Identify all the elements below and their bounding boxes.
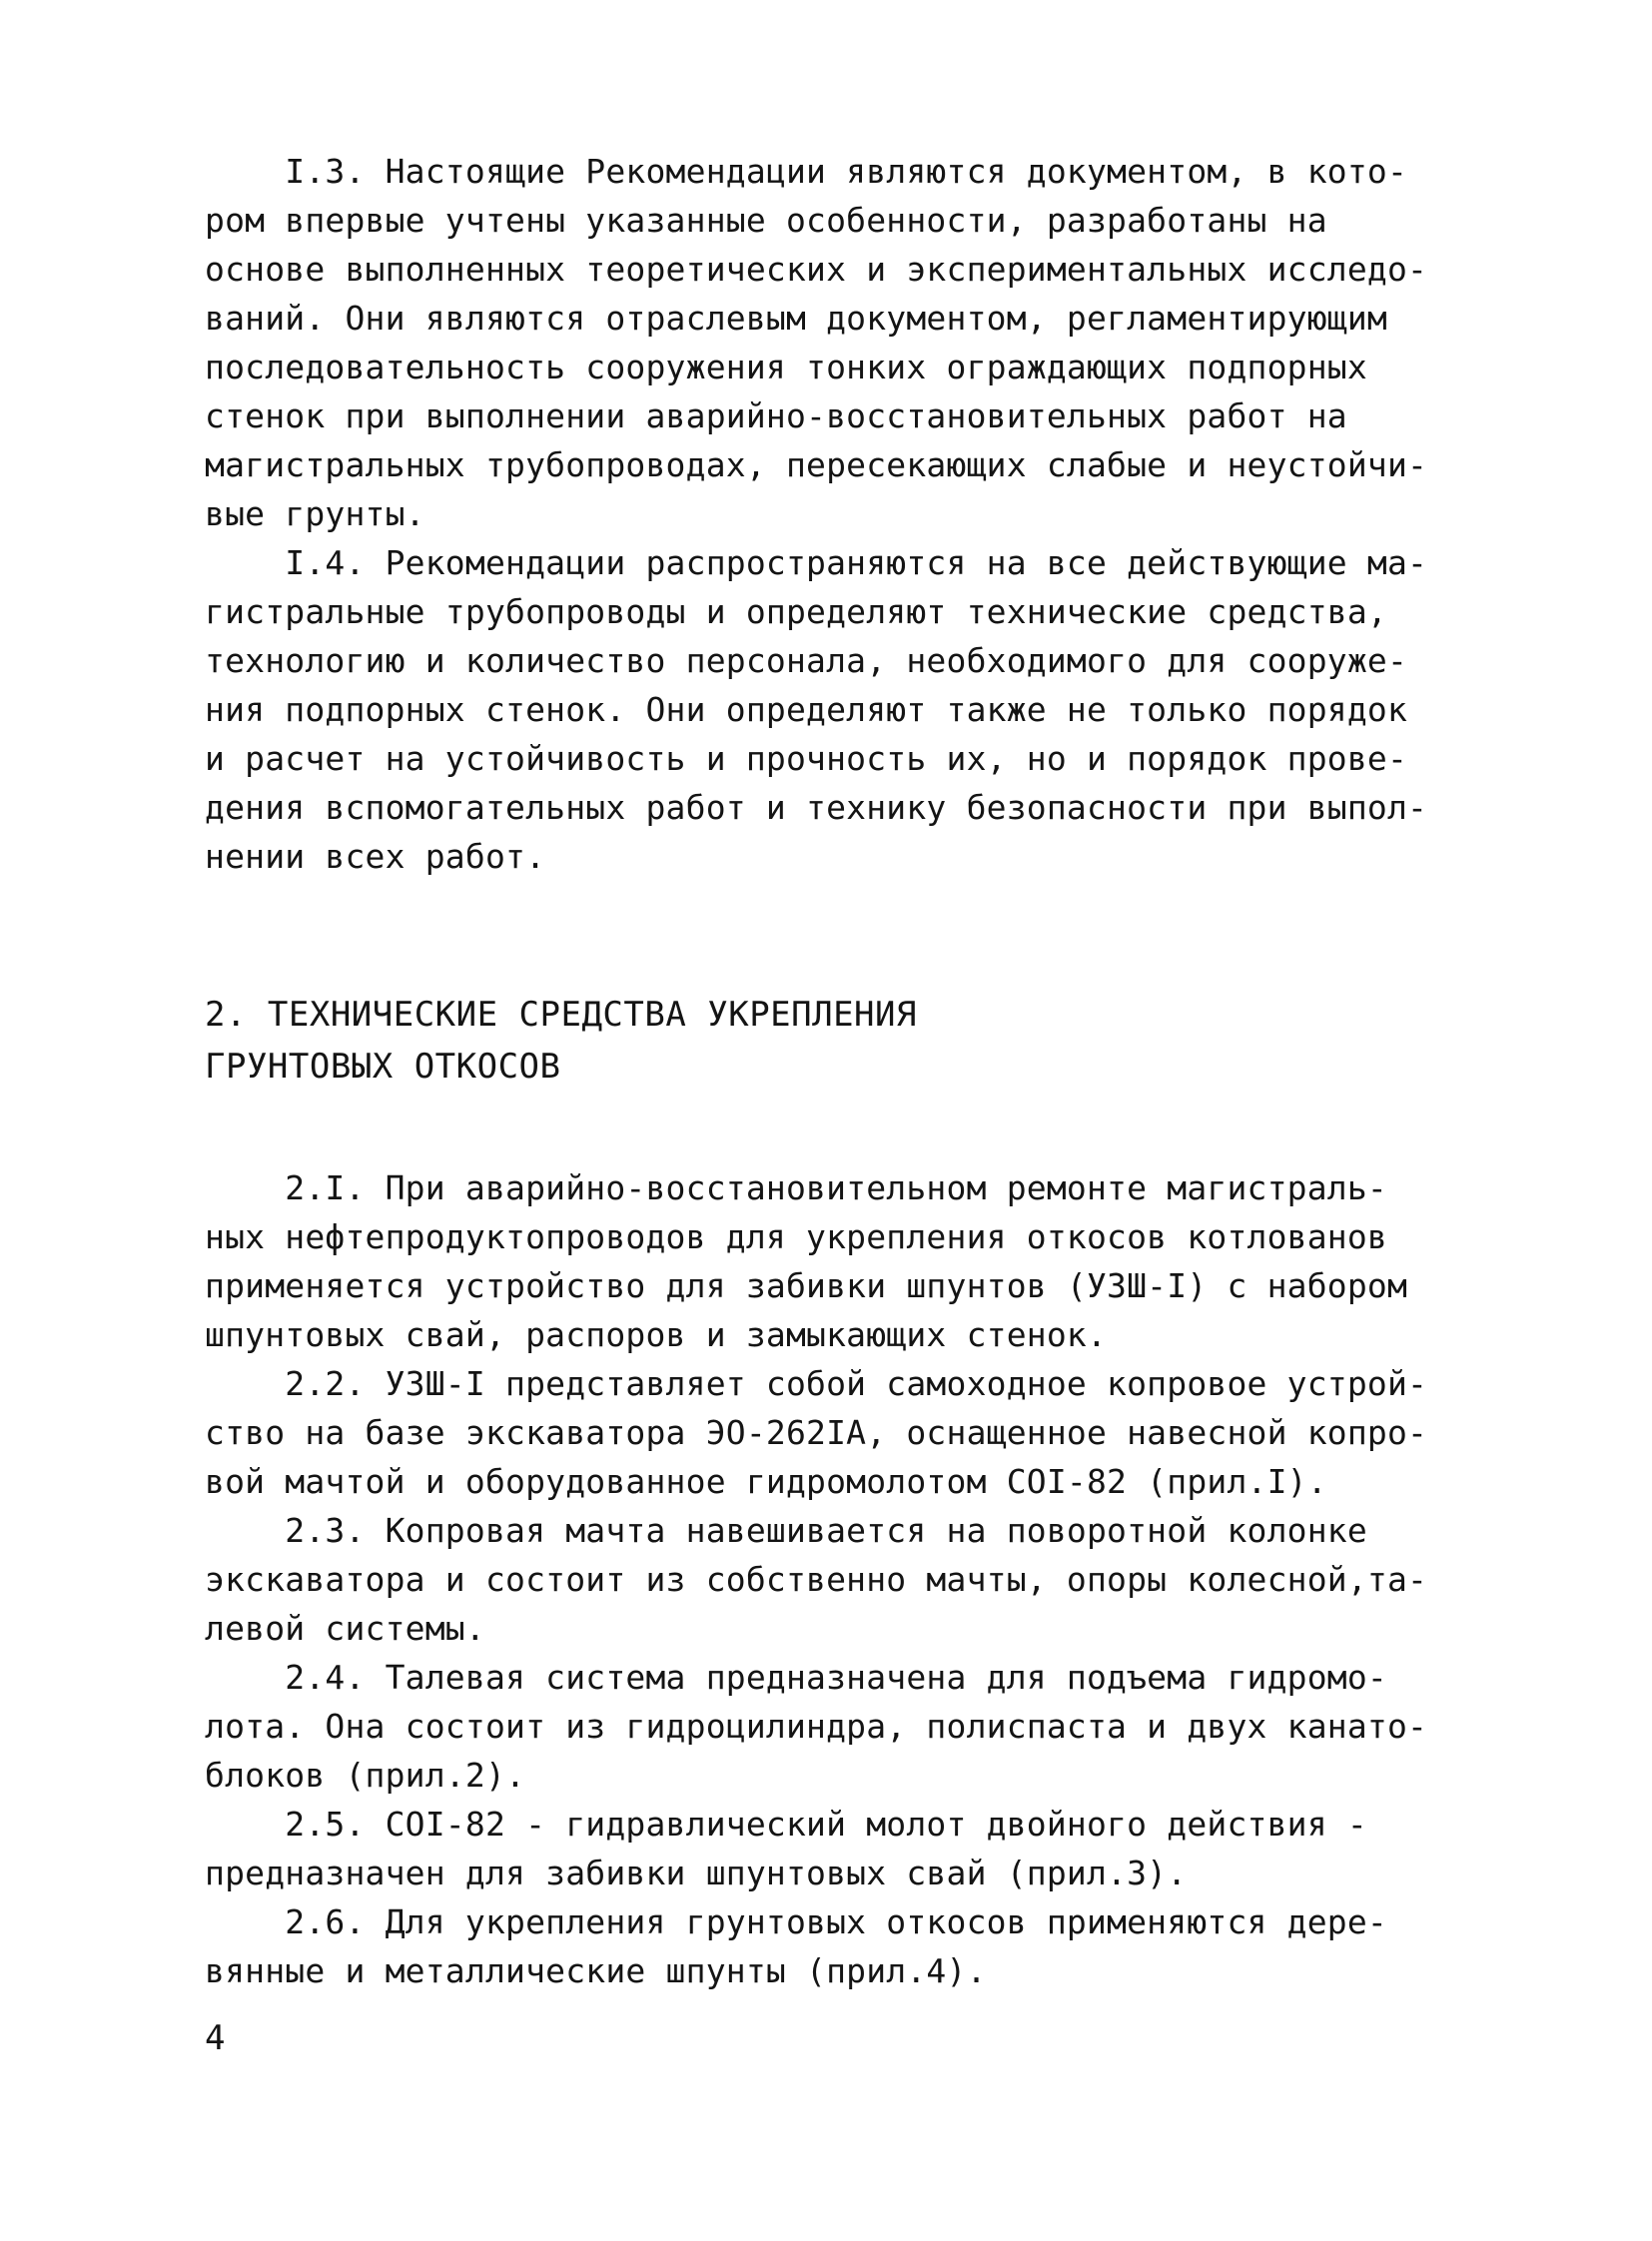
text-line: 2.I. При аварийно-восстановительном ремонте магистраль- (205, 1168, 1387, 1207)
text-line: гистральные трубопроводы и определяют технические средства, (205, 592, 1387, 631)
text-line: I.3. Настоящие Рекомендации являются документом, в кото- (205, 152, 1408, 191)
text-line: ром впервые учтены указанные особенности, разработаны на (205, 201, 1327, 240)
text-line: экскаватора и состоит из собственно мачты, опоры колесной,та- (205, 1560, 1428, 1599)
text-line: вянные и металлические шпунты (прил.4). (205, 1951, 987, 1990)
text-line: ния подпорных стенок. Они определяют также не только порядок (205, 690, 1408, 729)
section-heading (205, 989, 1303, 1093)
text-line: 2.5. СОI-82 - гидравлический молот двойного действия - (205, 1805, 1367, 1844)
text-line: 2.3. Копровая мачта навешивается на поворотной колонке (205, 1511, 1367, 1550)
heading-line: ГРУНТОВЫХ ОТКОСОВ (205, 1047, 561, 1087)
text-line: вой мачтой и оборудованное гидромолотом СОI-82 (прил.I). (205, 1462, 1327, 1501)
text-line: нении всех работ. (205, 837, 546, 876)
heading-line: 2. ТЕХНИЧЕСКИЕ СРЕДСТВА УКРЕПЛЕНИЯ (205, 995, 917, 1035)
paragraph-1-3 (205, 147, 1443, 538)
text-line: ваний. Они являются отраслевым документом, регламентирующим (205, 299, 1387, 338)
text-line: левой системы. (205, 1609, 485, 1648)
text-line: 2.6. Для укрепления грунтовых откосов применяются дере- (205, 1902, 1387, 1941)
text-line: шпунтовых свай, распоров и замыкающих стенок. (205, 1315, 1108, 1354)
text-line: технологию и количество персонала, необходимого для сооруже- (205, 641, 1408, 680)
text-line: стенок при выполнении аварийно-восстановительных работ на (205, 396, 1347, 435)
text-line: основе выполненных теоретических и экспериментальных исследо- (205, 250, 1428, 289)
text-line: блоков (прил.2). (205, 1756, 526, 1795)
text-line: ных нефтепродуктопроводов для укрепления откосов котлованов (205, 1217, 1387, 1256)
text-line: применяется устройство для забивки шпунтов (УЗШ-I) с набором (205, 1266, 1408, 1305)
page-number: 4 (205, 2018, 226, 2058)
text-line: магистральных трубопроводах, пересекающих слабые и неустойчи- (205, 445, 1428, 484)
text-line: предназначен для забивки шпунтовых свай (прил.3). (205, 1854, 1188, 1892)
text-line: ство на базе экскаватора ЭО-262IA, оснащенное навесной копро- (205, 1413, 1428, 1452)
text-line: и расчет на устойчивость и прочность их, но и порядок прове- (205, 739, 1408, 778)
text-line: лота. Она состоит из гидроцилиндра, полиспаста и двух канато- (205, 1707, 1428, 1746)
text-line: последовательность сооружения тонких ограждающих подпорных (205, 348, 1367, 386)
text-line: вые грунты. (205, 494, 425, 533)
paragraph-1-4 (205, 538, 1443, 881)
text-line: дения вспомогательных работ и технику безопасности при выпол- (205, 788, 1428, 827)
section-2-body (205, 1163, 1443, 1995)
text-line: I.4. Рекомендации распространяются на все действующие ма- (205, 543, 1428, 582)
text-line: 2.4. Талевая система предназначена для подъема гидромо- (205, 1658, 1387, 1697)
text-line: 2.2. УЗШ-I представляет собой самоходное копровое устрой- (205, 1364, 1428, 1403)
